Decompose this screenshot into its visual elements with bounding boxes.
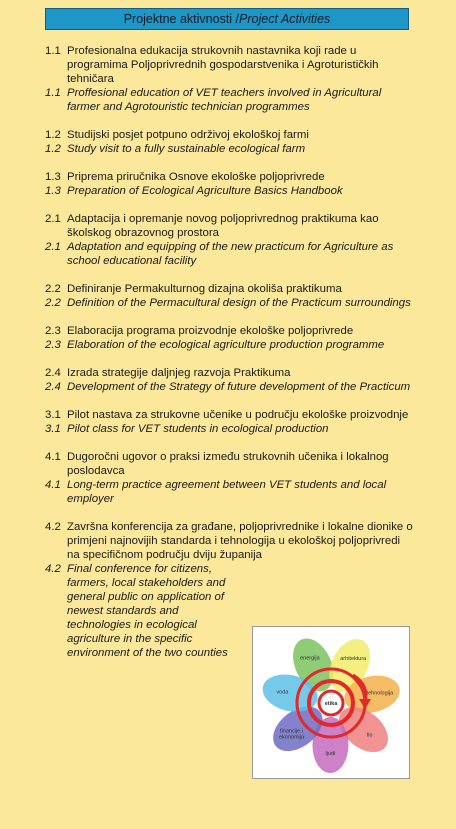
activity-group [45,170,415,198]
activity-item-en: 4.1 Long-term practice agreement between VET students and local employer [45,479,387,505]
petal-label: arhitektura [340,656,367,663]
activity-item-en: 1.3 Preparation of Ecological Agriculture Basics Handbook [45,185,343,197]
activity-item-en: 2.4 Development of the Strategy of future development of the Practicum [45,381,411,393]
petal-label: tehnologija [366,690,394,697]
activities-list [45,44,415,674]
petal-label: energija [300,655,320,662]
activity-group [45,212,415,268]
petal-label: financije i ekonomija [278,728,305,741]
activity-group [45,450,415,506]
activity-item-hr: 4.1 Dugoročni ugovor o praksi između strukovnih učenika i lokalnog poslodavca [45,451,389,477]
activity-group [45,366,415,394]
activity-item-hr: 2.2 Definiranje Permakulturnog dizajna okoliša praktikuma [45,283,342,295]
activity-item-en: 3.1 Pilot class for VET students in ecological production [45,423,329,435]
activity-group [45,282,415,310]
permaculture-flower-diagram [252,626,410,779]
activity-group [45,44,415,114]
activity-item-en: 2.3 Elaboration of the ecological agriculture production programme [45,339,385,351]
activity-item-en: 2.1 Adaptation and equipping of the new practicum for Agriculture as school educational facility [45,241,394,267]
activity-item-hr: 1.2 Studijski posjet potpuno održivoj ekološkoj farmi [45,129,309,141]
activity-group [45,128,415,156]
activity-item-hr: 4.2 Završna konferencija za građane, poljoprivrednike i lokalne dionike o primjeni najnovijih standarda i tehnologija u ekološkoj poljoprivredi na specifičnom području dviju županija [45,521,413,561]
center-label: etika [324,701,338,707]
petal-label: tlo [366,732,373,739]
activity-item-hr: 3.1 Pilot nastava za strukovne učenike u području ekološke proizvodnje [45,409,409,421]
header-title-hr: Projektne aktivnosti / [123,12,240,26]
header-title-en: Project Activities [239,12,331,26]
activity-item-en: 1.1 Proffesional education of VET teachers involved in Agricultural farmer and Agrotouristic technician programmes [45,87,382,113]
activity-group [45,324,415,352]
activity-item-hr: 2.1 Adaptacija i opremanje novog poljoprivrednog praktikuma kao školskog obrazovnog prostora [45,213,379,239]
activity-item-en: 1.2 Study visit to a fully sustainable ecological farm [45,143,306,155]
activity-item-en: 4.2 Final conference for citizens, farmers, local stakeholders and general public on application of newest standards and technologies in ecological agriculture in the specific environment of the two counties [45,563,228,659]
flower-svg [253,627,409,778]
activity-item-hr: 2.4 Izrada strategije daljnjeg razvoja Praktikuma [45,367,291,379]
activity-item-hr: 2.3 Elaboracija programa proizvodnje ekološke poljoprivrede [45,325,354,337]
petal-label: ljudi [325,750,336,757]
petal-label: voda [276,689,289,696]
activity-group [45,408,415,436]
activity-item-hr: 1.1 Profesionalna edukacija strukovnih nastavnika koji rade u programima Poljoprivrednih gospodarstvenika i Agroturističkih tehničara [45,45,379,85]
section-header [45,8,409,30]
activity-item-hr: 1.3 Priprema priručnika Osnove ekološke poljoprivrede [45,171,325,183]
activity-item-en: 2.2 Definition of the Permacultural design of the Practicum surroundings [45,297,411,309]
